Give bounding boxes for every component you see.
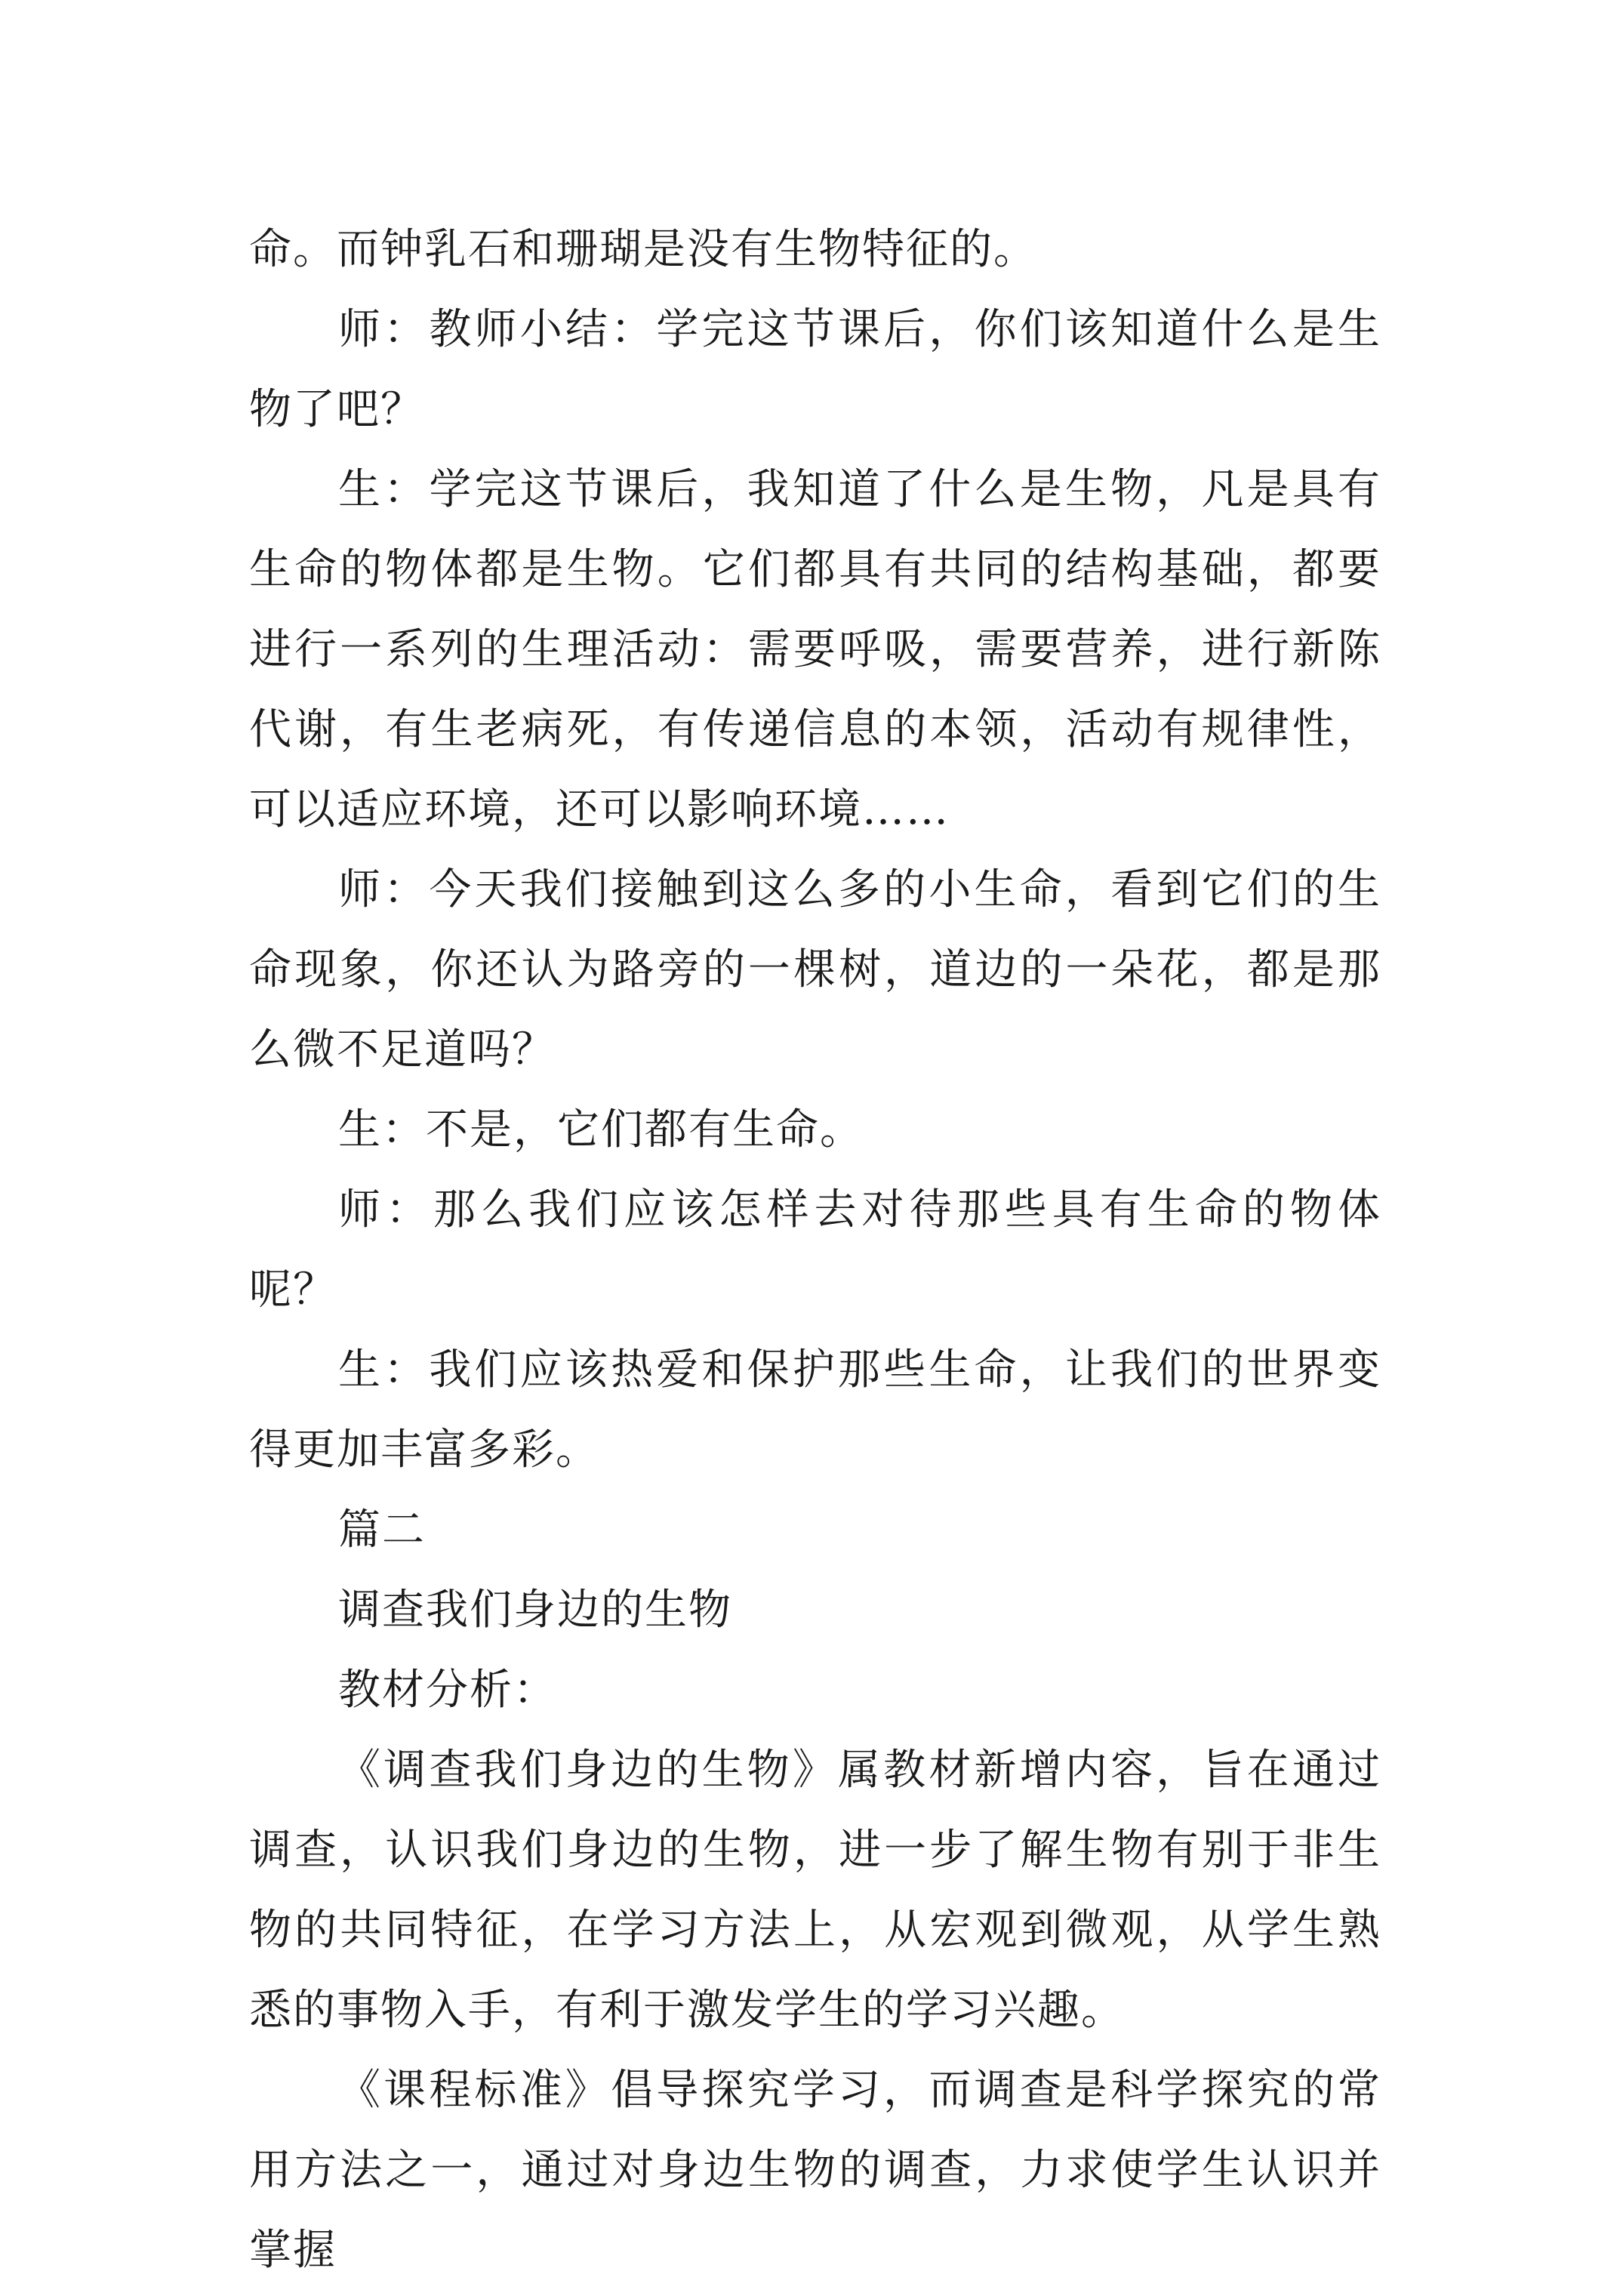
paragraph-curriculum: 《课程标准》倡导探究学习，而调查是科学探究的常用方法之一，通过对身边生物的调查，力求使学生认识并掌握: [249, 2066, 1381, 2275]
paragraph-student-answer: 生：学完这节课后，我知道了什么是生物，凡是具有生命的物体都是生物。它们都具有共同的结构基础，都要进行一系列的生理活动：需要呼吸，需要营养，进行新陈代谢，有生老病死，有传递信息的本领，活动有规律性，可以适应环境，还可以影响环境……: [249, 465, 1381, 834]
lesson-title: 调查我们身边的生物: [338, 1586, 732, 1635]
paragraph-analysis: 《调查我们身边的生物》属教材新增内容，旨在通过调查，认识我们身边的生物，进一步了解生物有别于非生物的共同特征，在学习方法上，从宏观到微观，从学生熟悉的事物入手，有利于激发学生的学习兴趣。: [249, 1746, 1381, 2035]
paragraph-teacher-summary: 师：教师小结：学完这节课后，你们该知道什么是生物了吧？: [249, 305, 1381, 434]
section-heading: 篇二: [338, 1505, 426, 1555]
paragraph-teacher-question: 师：今天我们接触到这么多的小生命，看到它们的生命现象，你还认为路旁的一棵树，道边的一朵花，都是那么微不足道吗？: [249, 865, 1381, 1074]
subheading-analysis: 教材分析：: [338, 1666, 557, 1715]
paragraph-teacher-ask: 师：那么我们应该怎样去对待那些具有生命的物体呢？: [249, 1185, 1381, 1314]
paragraph-continuation: 命。而钟乳石和珊瑚是没有生物特征的。: [249, 225, 1037, 274]
document-body: [249, 210, 1381, 2291]
paragraph-student-conclusion: 生：我们应该热爱和保护那些生命，让我们的世界变得更加丰富多彩。: [249, 1345, 1381, 1475]
paragraph-student-reply: 生：不是，它们都有生命。: [338, 1105, 864, 1154]
